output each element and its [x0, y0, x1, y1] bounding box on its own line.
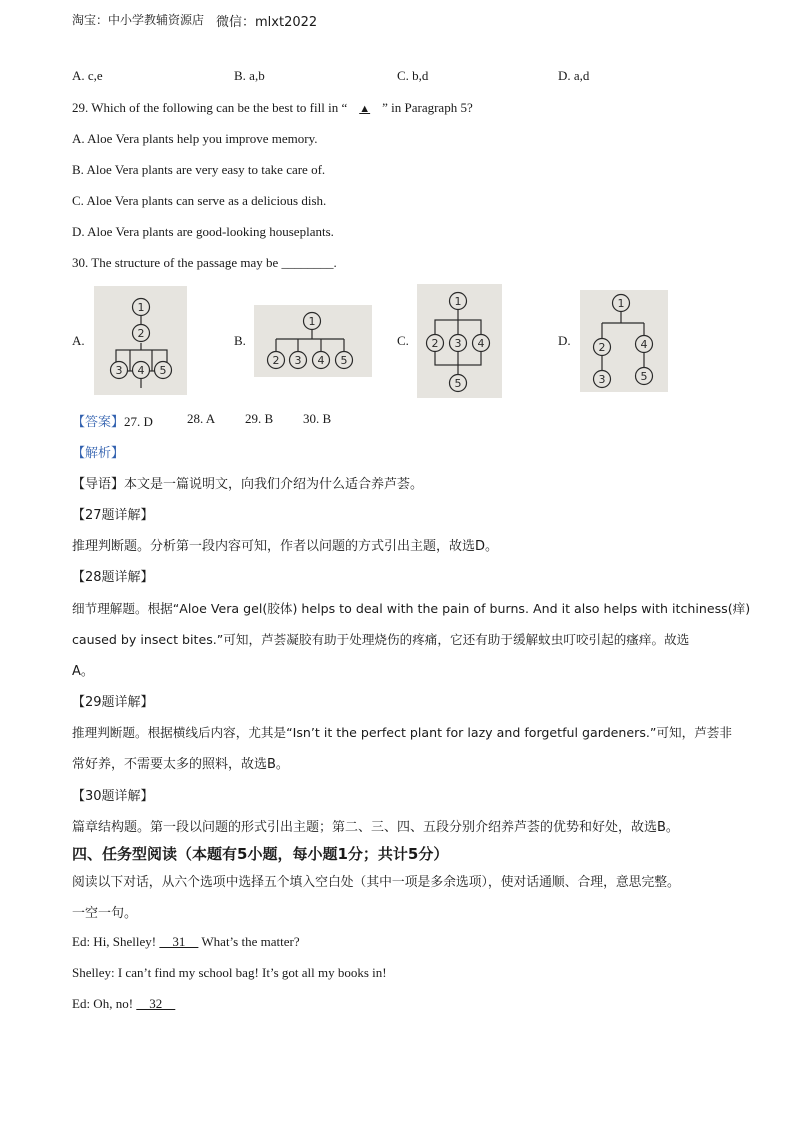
dialogue-line-3-pre: Ed: Oh, no! — [72, 996, 137, 1011]
diagram-d-node-4: 4 — [640, 338, 648, 351]
answer-30: 30. B — [303, 411, 332, 426]
structure-diagram-b — [254, 305, 372, 377]
structure-diagram-b-svg — [254, 305, 372, 377]
diagram-a-node-3: 3 — [115, 364, 123, 377]
q30-option-b-label: B. — [234, 333, 246, 348]
d29-line1: 推理判断题。根据横线后内容，尤其是“Isn’t it the perfect plant for lazy and forgetful gardeners.”可知，芦荟非 — [72, 725, 732, 740]
d30-body: 篇章结构题。第一段以问题的形式引出主题；第二、三、四、五段分别介绍养芦荟的优势和好处，故选B。 — [72, 820, 679, 835]
answers-label: 【答案】 — [72, 415, 125, 430]
section4-heading: 四、任务型阅读（本题有5小题，每小题1分；共计5分） — [72, 845, 449, 863]
diagram-c-node-1: 1 — [454, 295, 462, 308]
q29-blank: ▲ — [359, 103, 371, 115]
q30-option-a-label: A. — [72, 333, 85, 348]
diagram-b-node-2: 2 — [272, 354, 280, 367]
answer-28: 28. A — [187, 411, 216, 426]
q28-option-c: C. b,d — [397, 68, 429, 83]
diagram-a-node-5: 5 — [159, 364, 167, 377]
analysis-label: 【解析】 — [72, 446, 125, 461]
diagram-c-node-3: 3 — [454, 337, 462, 350]
diagram-a-node-2: 2 — [137, 327, 145, 340]
blank-31: 31 — [159, 934, 199, 949]
dialogue-line-3 — [72, 996, 175, 1012]
q30-stem: 30. The structure of the passage may be ________. — [72, 255, 337, 270]
diagram-b-node-1: 1 — [308, 315, 316, 328]
structure-diagram-c-svg — [417, 284, 502, 398]
q29-stem — [72, 100, 473, 116]
diagram-d-node-1: 1 — [617, 297, 625, 310]
dialogue-line-1 — [72, 934, 300, 950]
header-wechat — [216, 11, 317, 30]
structure-diagram-c — [417, 284, 502, 398]
diagram-b-node-4: 4 — [317, 354, 325, 367]
q30-option-c-label: C. — [397, 333, 409, 348]
q28-option-b: B. a,b — [234, 68, 265, 83]
answer-27: 27. D — [124, 414, 153, 429]
d28-line3: A。 — [72, 664, 94, 679]
diagram-c-node-2: 2 — [431, 337, 439, 350]
d27-title: 【27题详解】 — [72, 508, 154, 523]
q29-stem-pre: 29. Which of the following can be the best to fill in “ — [72, 100, 348, 115]
guide-text: 【导语】本文是一篇说明文，向我们介绍为什么适合养芦荟。 — [72, 477, 424, 492]
d30-title: 【30题详解】 — [72, 789, 154, 804]
structure-diagram-d-svg — [580, 290, 668, 392]
q29-option-a: A. Aloe Vera plants help you improve memory. — [72, 131, 318, 146]
d28-line1: 细节理解题。根据“Aloe Vera gel(胶体) helps to deal with the pain of burns. And it also helps with itchiness(痒) — [72, 601, 751, 616]
q29-stem-post: ” in Paragraph 5? — [382, 100, 473, 115]
q28-option-d: D. a,d — [558, 68, 590, 83]
diagram-b-node-5: 5 — [340, 354, 348, 367]
diagram-d-node-2: 2 — [598, 341, 606, 354]
structure-diagram-d — [580, 290, 668, 392]
q28-option-a: A. c,e — [72, 68, 103, 83]
diagram-a-node-4: 4 — [137, 364, 145, 377]
diagram-c-node-5: 5 — [454, 377, 462, 390]
d28-title: 【28题详解】 — [72, 570, 154, 585]
d29-line2: 常好养，不需要太多的照料，故选B。 — [72, 757, 289, 772]
header-wechat-text: 微信：mlxt2022 — [216, 15, 318, 30]
structure-diagram-a-svg — [94, 286, 187, 395]
blank-32: 32 — [136, 996, 176, 1011]
diagram-c-node-4: 4 — [477, 337, 485, 350]
d29-title: 【29题详解】 — [72, 695, 154, 710]
d27-body: 推理判断题。分析第一段内容可知，作者以问题的方式引出主题，故选D。 — [72, 539, 499, 554]
header-shop: 淘宝：中小学教辅资源店 — [72, 13, 205, 27]
dialogue-line-2: Shelley: I can’t find my school bag! It’s got all my books in! — [72, 965, 387, 980]
q30-option-d-label: D. — [558, 333, 571, 348]
q29-option-d: D. Aloe Vera plants are good-looking houseplants. — [72, 224, 334, 239]
q29-option-b: B. Aloe Vera plants are very easy to take care of. — [72, 162, 326, 177]
diagram-a-node-1: 1 — [137, 301, 145, 314]
dialogue-line-1-pre: Ed: Hi, Shelley! — [72, 934, 160, 949]
answer-29: 29. B — [245, 411, 274, 426]
d28-line2: caused by insect bites.”可知，芦荟凝胶有助于处理烧伤的疼痛，它还有助于缓解蚊虫叮咬引起的瘙痒。故选 — [72, 632, 690, 647]
diagram-b-node-3: 3 — [294, 354, 302, 367]
section4-instruction-1: 阅读以下对话，从六个选项中选择五个填入空白处（其中一项是多余选项），使对话通顺、合理，意思完整。 — [72, 875, 680, 890]
section4-instruction-2: 一空一句。 — [72, 906, 138, 921]
structure-diagram-a — [94, 286, 187, 395]
diagram-d-node-5: 5 — [640, 370, 648, 383]
diagram-d-node-3: 3 — [598, 373, 606, 386]
dialogue-line-1-post: What’s the matter? — [198, 934, 300, 949]
answers-line — [72, 411, 153, 430]
q29-option-c: C. Aloe Vera plants can serve as a delicious dish. — [72, 193, 327, 208]
